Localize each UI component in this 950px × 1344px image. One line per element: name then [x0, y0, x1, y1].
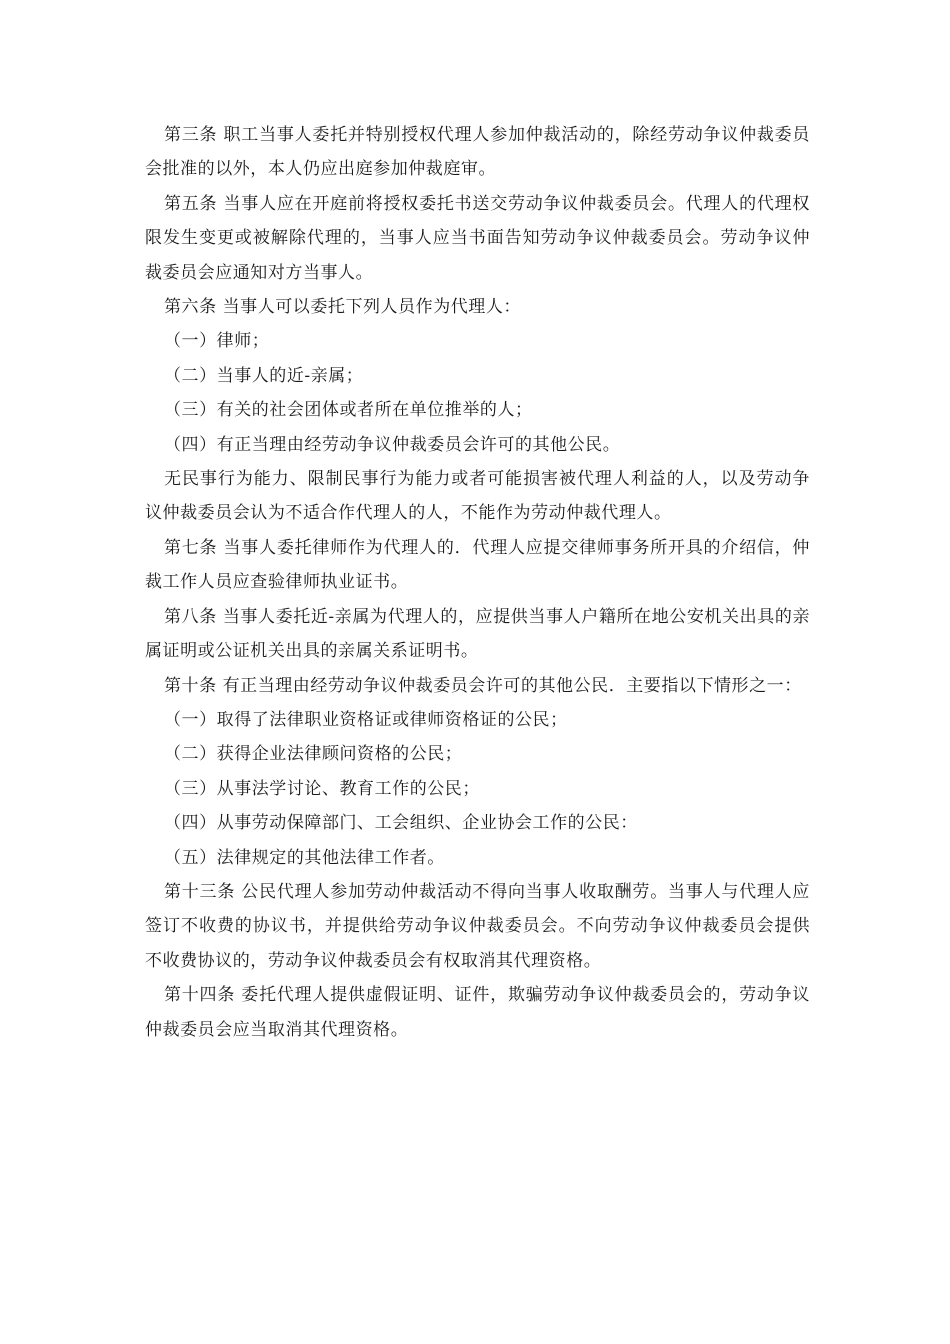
document-body	[145, 118, 810, 1047]
article-10-item-5: （五）法律规定的其他法律工作者。	[164, 847, 445, 868]
article-6-item-1: （一）律师；	[164, 331, 270, 352]
article-10-item-1: （一）取得了法律职业资格证或律师资格证的公民；	[164, 709, 568, 730]
article-8: 第八条 当事人委托近-亲属为代理人的，应提供当事人户籍所在地公安机关出具的亲属证明或公证机关出具的亲属关系证明书。	[145, 606, 810, 662]
article-10: 第十条 有正当理由经劳动争议仲裁委员会许可的其他公民．主要指以下情形之一：	[164, 675, 802, 696]
article-14: 第十四条 委托代理人提供虚假证明、证件，欺骗劳动争议仲裁委员会的，劳动争议仲裁委员会应当取消其代理资格。	[145, 985, 810, 1040]
article-10-item-2: （二）获得企业法律顾问资格的公民；	[164, 744, 463, 765]
article-7: 第七条 当事人委托律师作为代理人的．代理人应提交律师事务所开具的介绍信，仲裁工作人员应查验律师执业证书。	[145, 537, 810, 593]
article-6-note: 无民事行为能力、限制民事行为能力或者可能损害被代理人利益的人，以及劳动争议仲裁委员会认为不适合作代理人的人，不能作为劳动仲裁代理人。	[145, 469, 810, 524]
article-5: 第五条 当事人应在开庭前将授权委托书送交劳动争议仲裁委员会。代理人的代理权限发生变更或被解除代理的，当事人应当书面告知劳动争议仲裁委员会。劳动争议仲裁委员会应通知对方当事人。	[145, 193, 810, 283]
article-6-item-2: （二）当事人的近-亲属；	[164, 365, 364, 386]
article-3: 第三条 职工当事人委托并特别授权代理人参加仲裁活动的，除经劳动争议仲裁委员会批准的以外，本人仍应出庭参加仲裁庭审。	[145, 125, 810, 180]
article-10-item-3: （三）从事法学讨论、教育工作的公民；	[164, 778, 480, 799]
article-6-item-3: （三）有关的社会团体或者所在单位推举的人；	[164, 400, 533, 421]
article-13: 第十三条 公民代理人参加劳动仲裁活动不得向当事人收取酬劳。当事人与代理人应签订不收费的协议书，并提供给劳动争议仲裁委员会。不向劳动争议仲裁委员会提供不收费协议的，劳动争议仲裁委员会有权取消其代理资格。	[145, 881, 810, 971]
article-6: 第六条 当事人可以委托下列人员作为代理人：	[164, 297, 521, 318]
article-6-item-4: （四）有正当理由经劳动争议仲裁委员会许可的其他公民。	[164, 434, 621, 455]
article-10-item-4: （四）从事劳动保障部门、工会组织、企业协会工作的公民：	[164, 813, 638, 834]
